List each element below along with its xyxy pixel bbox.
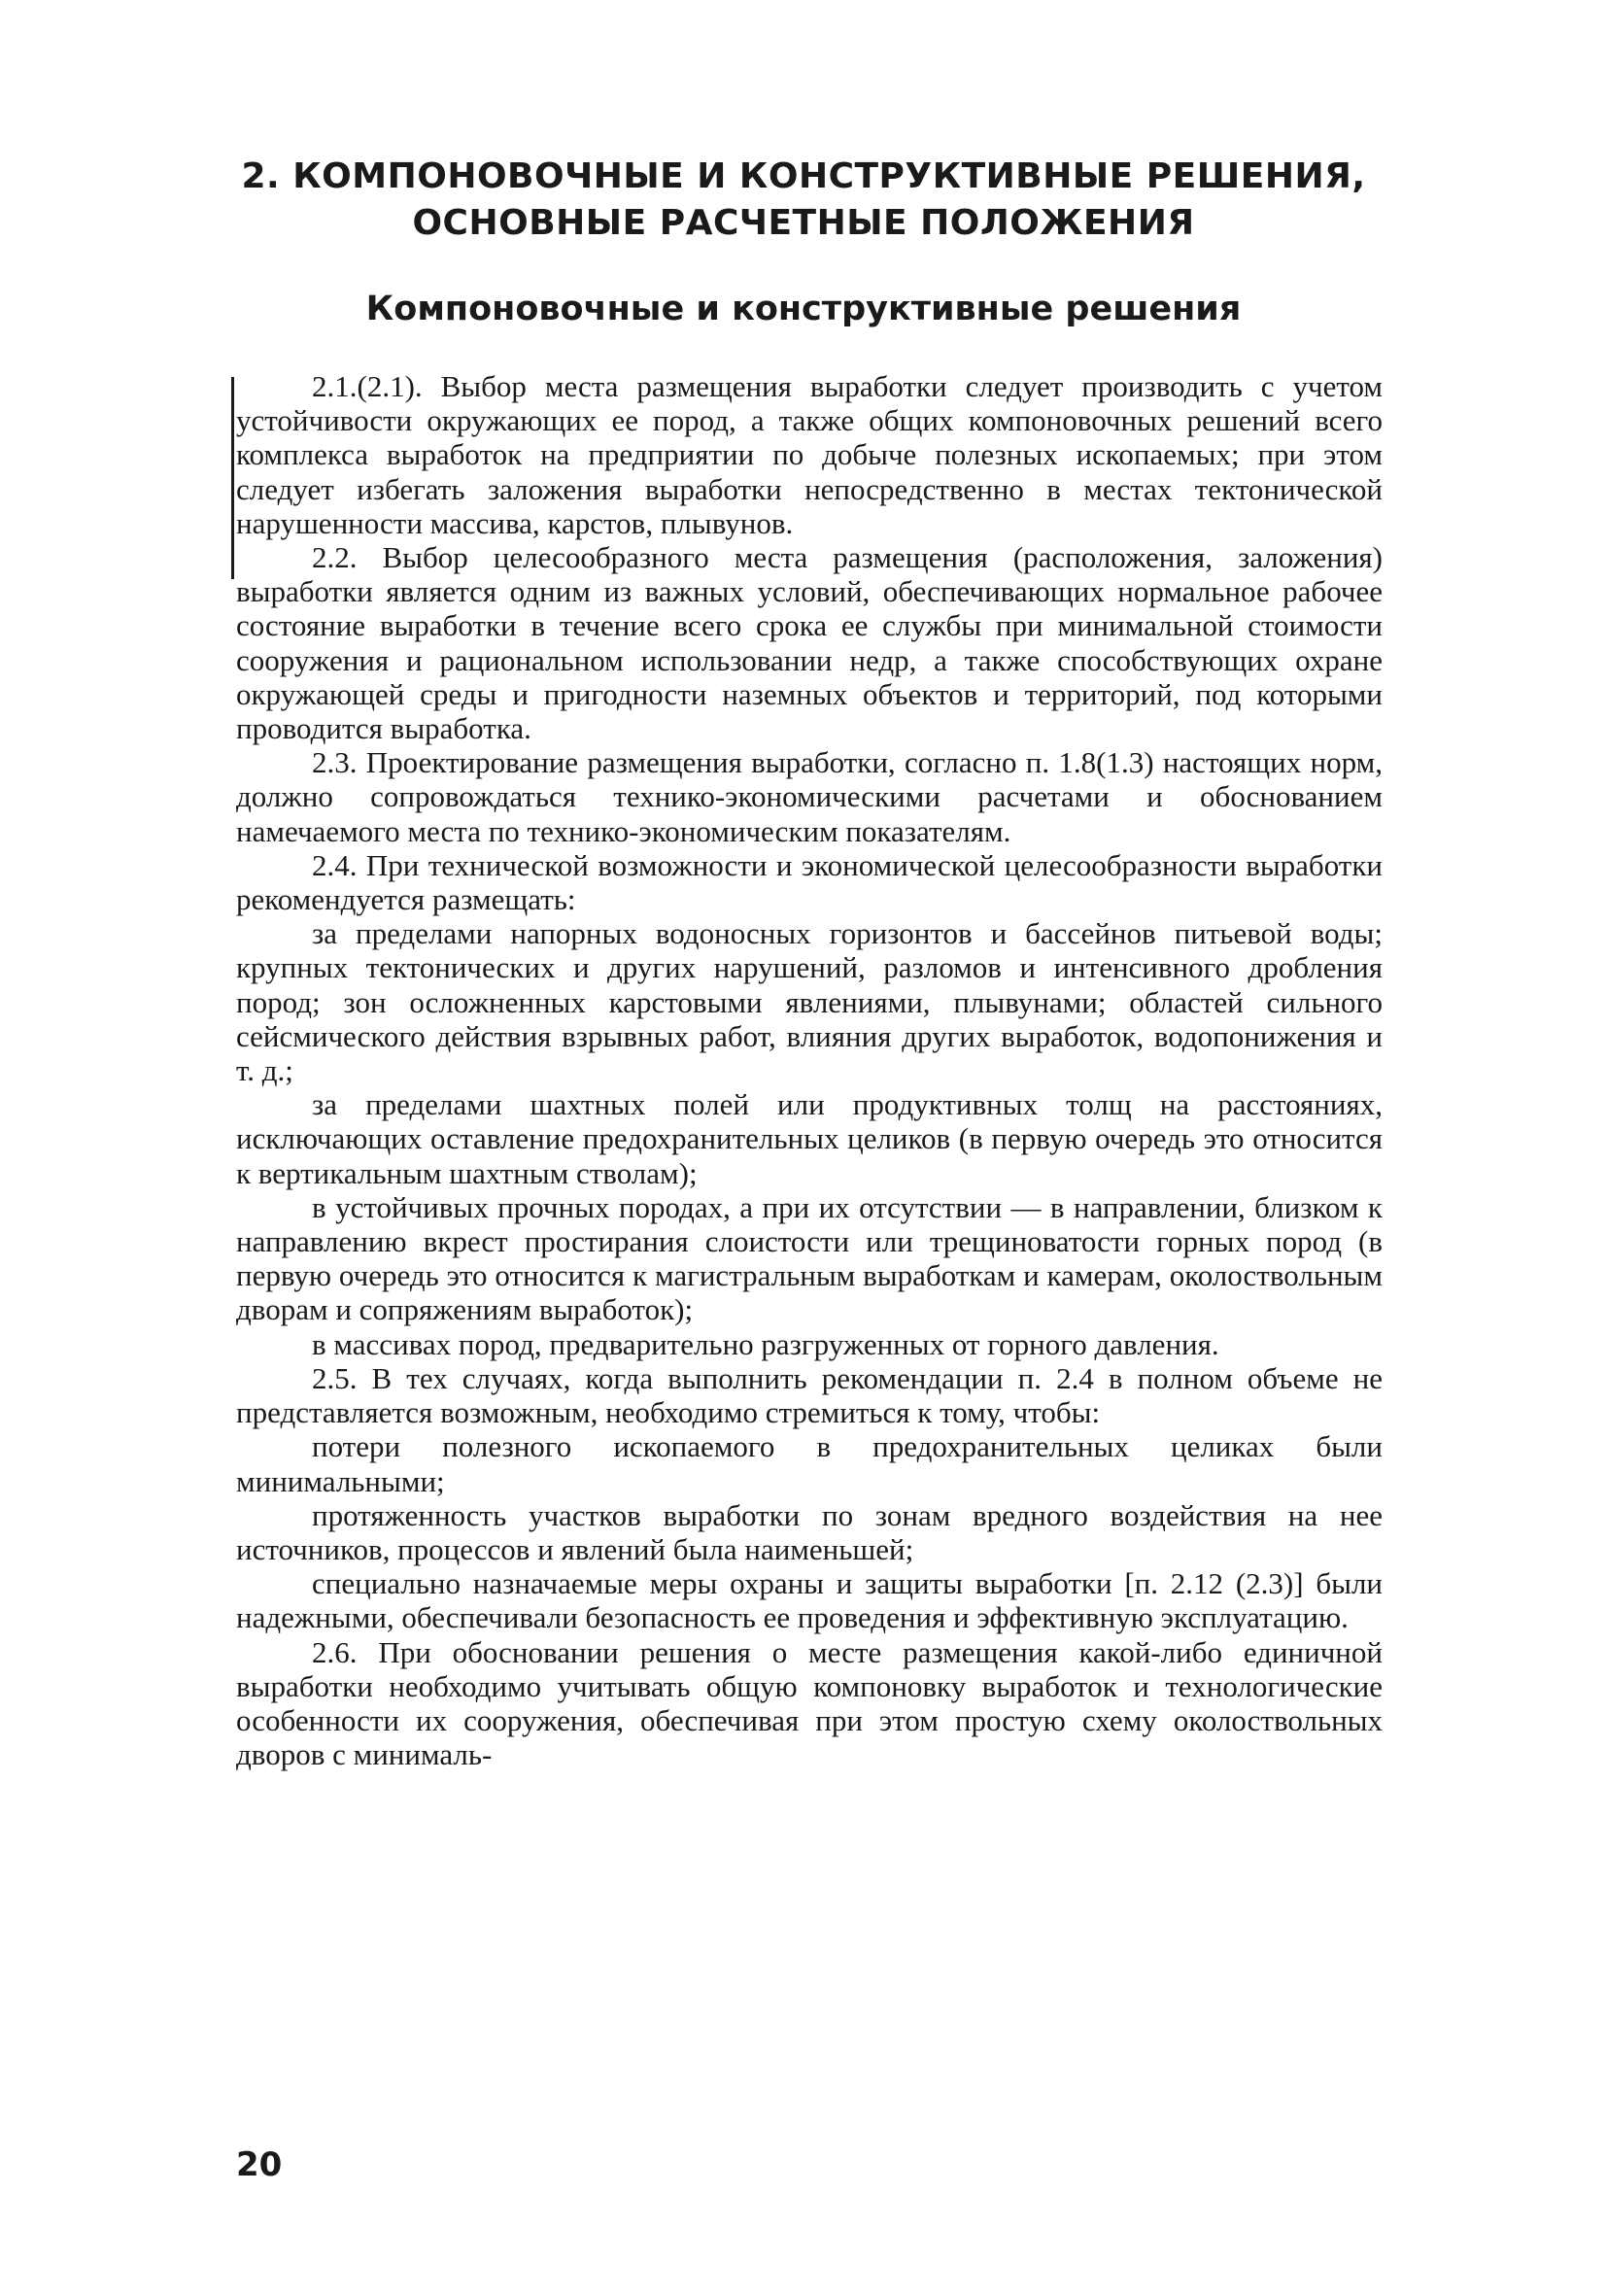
paragraph-2-4-item-3: в устойчивых прочных породах, а при их отсутствии — в направлении, близком к направлению вкрест простирания слоистости или трещиноватости горных пород (в первую очередь это относится к магистральным выработкам и камерам, околоствольным дворам и сопряжениям выработок);: [236, 1189, 1383, 1327]
chapter-title-line-1: 2. КОМПОНОВОЧНЫЕ И КОНСТРУКТИВНЫЕ РЕШЕНИЯ,: [241, 156, 1366, 196]
paragraph-2-1: 2.1.(2.1). Выбор места размещения выработки следует производить с учетом устойчивости окружающих ее пород, а также общих компоновочных решений всего комплекса выработок на предприятии по добыче полезных ископаемых; при этом следует избегать заложения выработки непосредственно в местах тектонической нарушенности массива, карстов, плывунов.: [236, 369, 1383, 540]
chapter-title-line-2: ОСНОВНЫЕ РАСЧЕТНЫЕ ПОЛОЖЕНИЯ: [412, 203, 1195, 243]
paragraph-2-4-item-1: за пределами напорных водоносных горизонтов и бассейнов питьевой воды; крупных тектонических и других нарушений, разломов и интенсивного дробления пород; зон осложненных карстовыми явлениями, плывунами; областей сильного сейсмического действия взрывных работ, влияния других выработок, водопонижения и т. д.;: [236, 916, 1383, 1088]
chapter-title: [194, 154, 1413, 247]
page-number: 20: [236, 2145, 283, 2184]
paragraph-2-5: 2.5. В тех случаях, когда выполнить рекомендации п. 2.4 в полном объеме не представляется возможным, необходимо стремиться к тому, чтобы:: [236, 1360, 1383, 1430]
paragraph-2-5-item-1: потери полезного ископаемого в предохранительных целиках были минимальными;: [236, 1429, 1383, 1498]
revision-marker-bar: [231, 377, 234, 579]
paragraph-2-6: 2.6. При обосновании решения о месте размещения какой-либо единичной выработки необходимо учитывать общую компоновку выработок и технологические особенности их сооружения, обеспечивая при этом простую схему околоствольных дворов с минималь-: [236, 1634, 1383, 1772]
paragraph-2-4: 2.4. При технической возможности и экономической целесообразности выработки рекомендуется размещать:: [236, 847, 1383, 917]
section-title: Компоновочные и конструктивные решения: [365, 290, 1242, 328]
paragraph-2-2: 2.2. Выбор целесообразного места размещения (расположения, заложения) выработки является одним из важных условий, обеспечивающих нормальное рабочее состояние выработки в течение всего срока ее службы при минимальной стоимости сооружения и рациональном использовании недр, а также способствующих охране окружающей среды и пригодности наземных объектов и территорий, под которыми проводится выработка.: [236, 540, 1383, 746]
paragraph-2-4-item-4: в массивах пород, предварительно разгруженных от горного давления.: [312, 1326, 1219, 1361]
body-text: [236, 369, 1383, 1771]
paragraph-2-3: 2.3. Проектирование размещения выработки, согласно п. 1.8(1.3) настоящих норм, должно сопровождаться технико-экономическими расчетами и обоснованием намечаемого места по технико-экономическим показателям.: [236, 745, 1383, 848]
paragraph-2-5-item-3: специально назначаемые меры охраны и защиты выработки [п. 2.12 (2.3)] были надежными, обеспечивали безопасность ее проведения и эффективную эксплуатацию.: [236, 1566, 1383, 1635]
paragraph-2-4-item-2: за пределами шахтных полей или продуктивных толщ на расстояниях, исключающих оставление предохранительных целиков (в первую очередь это относится к вертикальным шахтным стволам);: [236, 1087, 1383, 1190]
paragraph-2-5-item-2: протяженность участков выработки по зонам вредного воздействия на нее источников, процессов и явлений была наименьшей;: [236, 1497, 1383, 1566]
